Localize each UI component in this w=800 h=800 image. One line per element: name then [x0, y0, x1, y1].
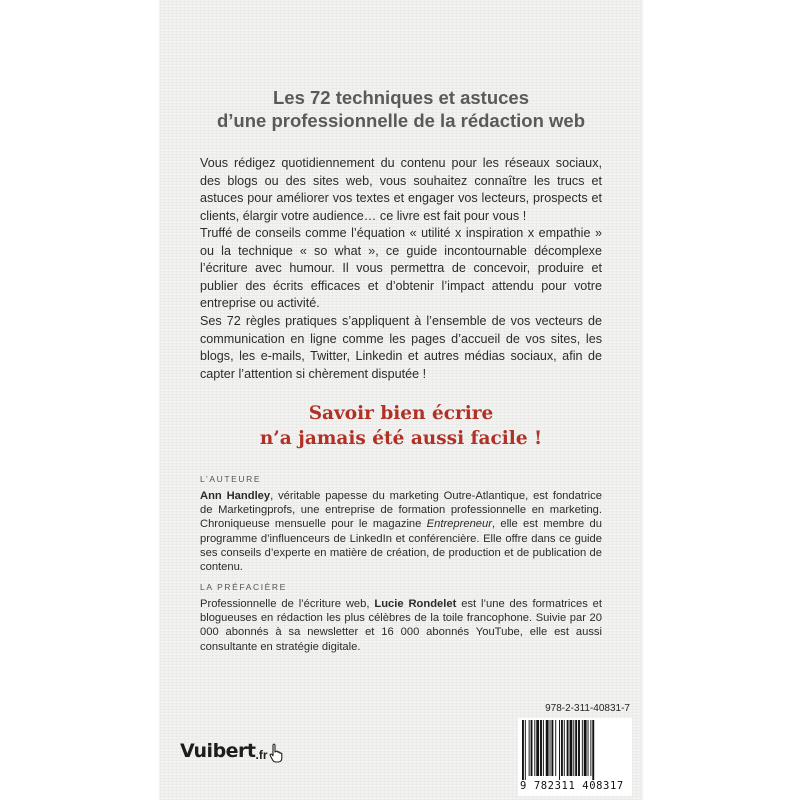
publisher-logo-tld: .fr: [255, 748, 268, 762]
publisher-logo-text: Vuibert: [180, 740, 256, 762]
slogan: [160, 401, 642, 451]
barcode-bar: [550, 720, 551, 776]
barcode-bar: [555, 720, 556, 776]
barcode-bar: [584, 720, 587, 776]
barcode-bar: [534, 720, 535, 776]
barcode-bar: [522, 720, 524, 780]
publisher-logo: [180, 728, 283, 762]
barcode-bar: [578, 720, 580, 776]
barcode-bar: [531, 720, 533, 776]
barcode-bar: [582, 720, 583, 776]
barcode-bar: [551, 720, 553, 776]
barcode-bar: [543, 720, 544, 776]
preface-author-name: Lucie Rondelet: [374, 598, 457, 610]
preface-bio: [200, 597, 602, 654]
description-paragraph-1: Vous rédigez quotidiennement du contenu pour les réseaux sociaux, des blogs ou des sites web, vous souhaitez connaître les trucs et astuces pour améliorer vos textes et engager vos lecteurs, prospects et clients, élargir votre audience… ce livre est fait pour vous !: [200, 156, 602, 223]
preface-bio-text-b: est l’une des formatrices et blogueuses en rédaction les plus célèbres de la toile francophone. Suivie par 20 000 abonnés à sa newsletter et 16 000 abonnés YouTube, elle est aussi consultante en stratégie digitale.: [200, 598, 603, 653]
slogan-line-2: n’a jamais été aussi facile !: [259, 428, 543, 449]
barcode-bar: [561, 720, 563, 776]
barcode-bar: [567, 720, 569, 776]
barcode-bar: [592, 720, 594, 780]
barcode-bar: [573, 720, 574, 776]
barcode-bar: [546, 720, 549, 776]
isbn-label: 978-2-311-40831-7: [545, 703, 630, 714]
preface-heading: LA PRÉFACIÈRE: [200, 582, 287, 592]
slogan-line-1: Savoir bien écrire: [308, 403, 494, 424]
barcode-bar: [570, 720, 573, 776]
barcode-bar: [536, 720, 539, 776]
description-paragraph-2: Truffé de conseils comme l’équation « utilité x inspiration x empathie » ou la technique « so what », ce guide incontournable décomplexe l’écriture avec humour. Il vous permettra de concevoir, produire et publier des écrits efficaces et d’obtenir l’impact attendu pour votre entreprise ou activité.: [200, 226, 602, 310]
cover-title-line-2: d’une professionnelle de la rédaction web: [216, 110, 586, 131]
barcode-digits: 9 782311 408317: [520, 780, 624, 792]
barcode-bar: [564, 720, 565, 776]
hand-cursor-icon: [269, 743, 283, 768]
barcode-bar: [588, 720, 589, 776]
barcode-bar: [529, 720, 530, 776]
author-heading: L’AUTEURE: [200, 474, 262, 484]
author-name: Ann Handley: [200, 490, 271, 502]
cover-title-line-1: Les 72 techniques et astuces: [272, 87, 530, 108]
preface-bio-text-a: Professionnelle de l’écriture web,: [200, 598, 375, 610]
author-bio: [200, 489, 602, 574]
magazine-name: Entrepreneur: [426, 518, 492, 531]
author-bio-text-b: , elle est membre du programme d’influenceurs de LinkedIn et conférencière. Elle offre dans ce guide ses conseils d’experte en matière de création, de production et de publication de contenu.: [200, 518, 602, 574]
barcode-bar: [540, 720, 542, 776]
book-back-cover: [160, 0, 642, 800]
barcode-bar: [559, 720, 560, 780]
barcode-bar: [575, 720, 577, 776]
barcode-bar: [525, 720, 526, 780]
description-paragraph-3: Ses 72 règles pratiques s’appliquent à l’ensemble de vos vecteurs de communication en ligne comme les pages d’accueil de vos sites, les blogs, les e-mails, Twitter, Linkedin et autres médias sociaux, afin de capter l’attention si chèrement disputée !: [200, 314, 602, 381]
cover-title: [160, 86, 642, 132]
barcode-bar: [590, 720, 591, 776]
author-bio-text-a: , véritable papesse du marketing Outre-Atlantique, est fondatrice de Marketingprofs, une entreprise de formation professionnelle en marketing. Chroniqueuse mensuelle pour le magazine: [200, 490, 602, 531]
